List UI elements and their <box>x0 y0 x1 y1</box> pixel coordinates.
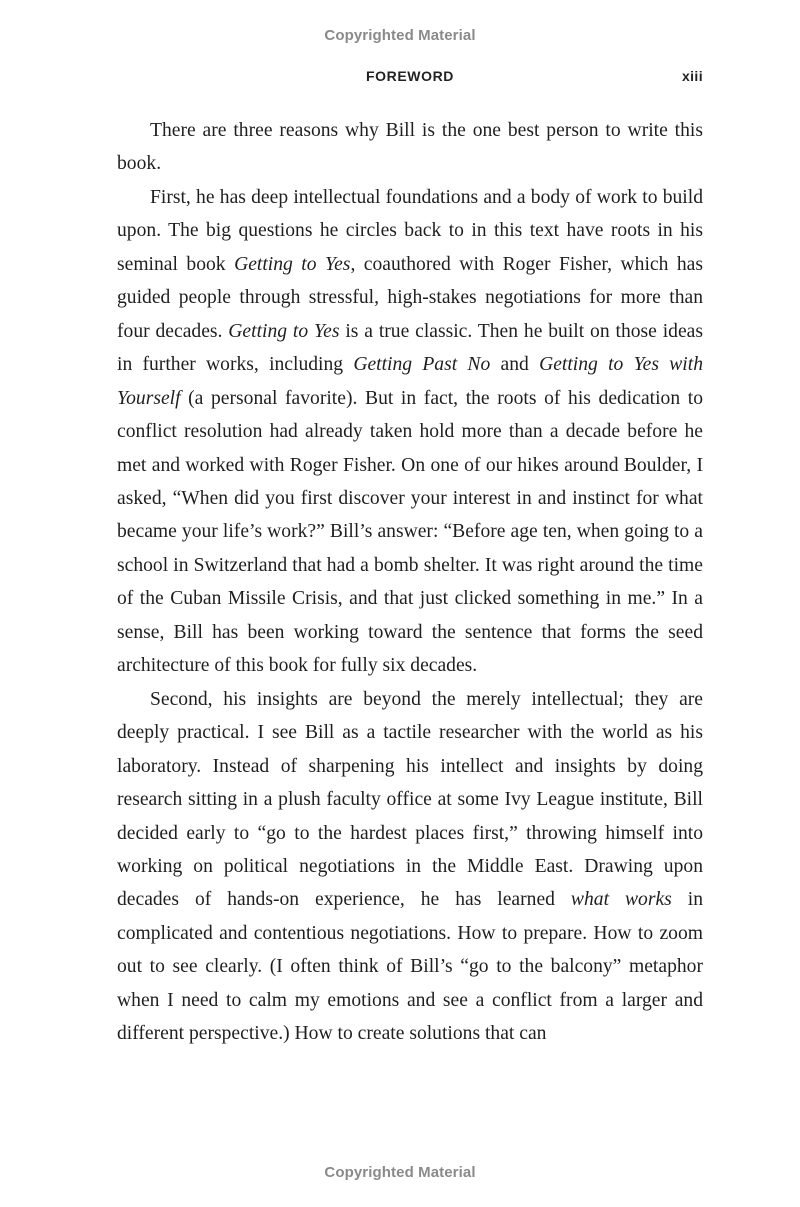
body-text <box>117 114 703 1051</box>
book-title-getting-to-yes-with-yourself: Getting to Yes with Yourself <box>117 354 703 409</box>
book-title-getting-to-yes: Getting to Yes <box>234 253 351 275</box>
book-title-getting-past-no: Getting Past No <box>353 354 491 376</box>
page-number: xiii <box>681 68 703 84</box>
copyright-watermark-top: Copyrighted Material <box>324 27 476 44</box>
paragraph-1-segment-1: There are three reasons why Bill is the one best person to write this book. <box>117 120 703 175</box>
paragraph-1 <box>117 114 703 181</box>
copyright-watermark-bottom: Copyrighted Material <box>324 1164 476 1181</box>
paragraph-3 <box>117 683 703 1051</box>
paragraph-3-segment-1: Second, his insights are beyond the merely intellectual; they are deeply practical. I see Bill as a tactile researcher with the world as his laboratory. Instead of sharpening his intellect and insights by doing research sitting in a plush faculty office at some Ivy League institute, Bill decided early to “go to the hardest places first,” throwing himself into working on political negotiations in the Middle East. Drawing upon decades of hands-on experience, he has learned <box>117 688 703 911</box>
paragraph-2 <box>117 181 703 683</box>
paragraph-2-segment-1: First, he has deep intellectual foundations and a body of work to build upon. The big questions he circles back to in this text have roots in his seminal book <box>117 186 703 275</box>
running-head <box>117 68 703 88</box>
paragraph-2-segment-5: is a true classic. Then he built on those ideas in further works, including <box>117 320 703 376</box>
paragraph-2-segment-3: , coauthored with Roger Fisher, which has guided people through stressful, high-stakes negotiations for more than four decades. <box>117 253 703 342</box>
paragraph-2-segment-7: and <box>490 354 540 376</box>
paragraph-3-segment-3: in complicated and contentious negotiations. How to prepare. How to zoom out to see clearly. (I often think of Bill’s “go to the balcony” metaphor when I need to calm my emotions and see a conflict from a larger and different perspective.) How to create solutions that can <box>117 889 704 1045</box>
section-title: FOREWORD <box>365 68 454 84</box>
paragraph-2-segment-9: (a personal favorite). But in fact, the roots of his dedication to conflict resolution had already taken hold more than a decade before he met and worked with Roger Fisher. On one of our hikes around Boulder, I asked, “When did you first discover your interest in and instinct for what became your life’s work?” Bill’s answer: “Before age ten, when going to a school in Switzerland that had a bomb shelter. It was right around the time of the Cuban Missile Crisis, and that just clicked something in me.” In a sense, Bill has been working toward the sentence that forms the seed architecture of this book for fully six decades. <box>117 387 703 677</box>
emphasis-what-works: what works <box>570 889 672 911</box>
book-title-getting-to-yes-2: Getting to Yes <box>228 320 340 342</box>
